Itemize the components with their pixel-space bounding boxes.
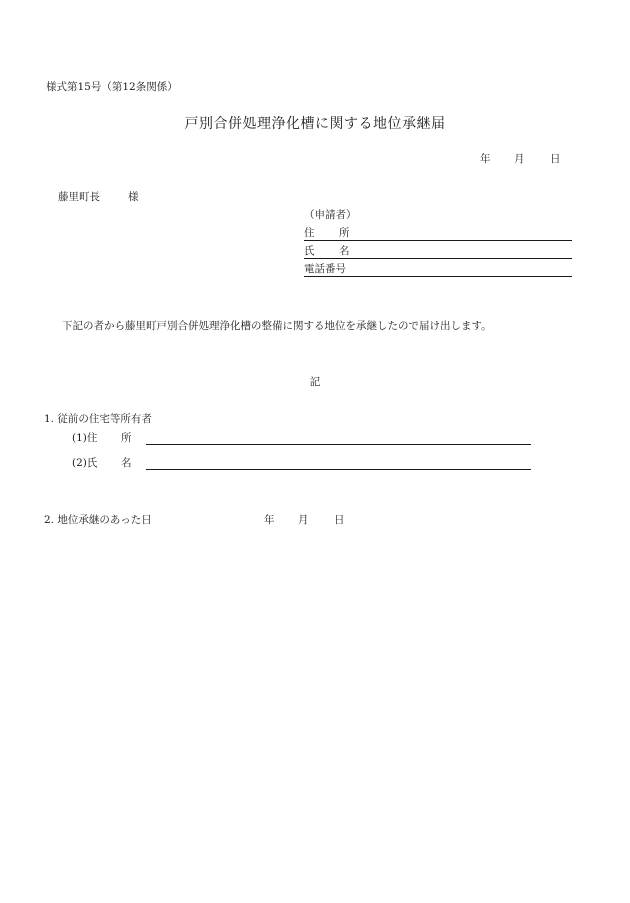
- applicant-address-label-first: 住: [304, 227, 315, 239]
- date-month-label: 月: [514, 153, 525, 165]
- applicant-address-label-second: 所: [339, 227, 350, 239]
- section2-title: 2. 地位承継のあった日: [44, 514, 152, 526]
- applicant-name-label-first: 氏: [304, 245, 315, 257]
- applicant-address-line[interactable]: [304, 240, 572, 241]
- ki-heading: 記: [309, 376, 321, 388]
- section1-title: 1. 従前の住宅等所有者: [44, 413, 152, 425]
- previous-owner-name-label-first: (2)氏: [72, 457, 98, 469]
- previous-owner-name-line[interactable]: [146, 469, 531, 470]
- applicant-name-label-second: 名: [339, 245, 350, 257]
- addressee-name: 藤里町長: [58, 191, 100, 203]
- body-text: 下記の者から藤里町戸別合併処理浄化槽の整備に関する地位を承継したので届け出します。: [62, 320, 492, 332]
- document-title: 戸別合併処理浄化槽に関する地位承継届: [184, 116, 446, 132]
- previous-owner-address-label-second: 所: [121, 432, 132, 444]
- form-number: 様式第15号（第12条関係）: [46, 81, 178, 93]
- applicant-phone-line[interactable]: [304, 276, 572, 277]
- applicant-name-line[interactable]: [304, 258, 572, 259]
- succession-month-label: 月: [298, 514, 309, 526]
- succession-day-label: 日: [334, 514, 345, 526]
- previous-owner-address-label-first: (1)住: [72, 432, 98, 444]
- date-day-label: 日: [550, 153, 561, 165]
- succession-year-label: 年: [264, 514, 275, 526]
- date-year-label: 年: [480, 153, 491, 165]
- applicant-heading: （申請者）: [304, 209, 357, 221]
- applicant-phone-label: 電話番号: [304, 263, 346, 275]
- addressee-honorific: 様: [128, 191, 139, 203]
- previous-owner-address-line[interactable]: [146, 444, 531, 445]
- previous-owner-name-label-second: 名: [121, 457, 132, 469]
